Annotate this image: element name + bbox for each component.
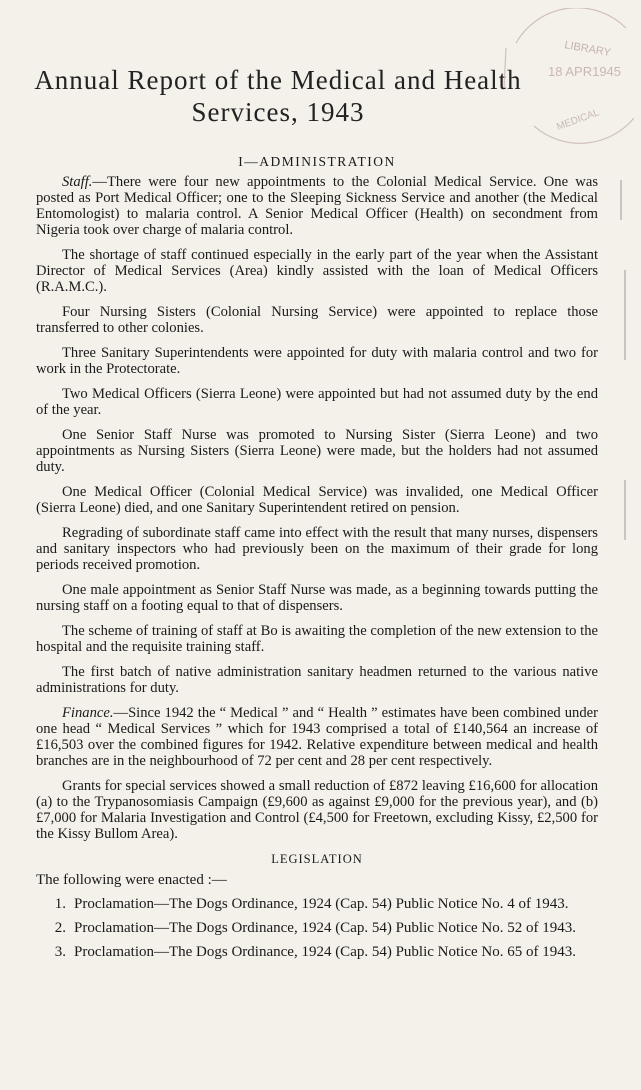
legislation-list xyxy=(36,896,598,960)
paragraph xyxy=(36,582,598,614)
paragraph-text: Three Sanitary Superintendents were appointed for duty with malaria control and two for work in the Protectorate. xyxy=(36,345,598,377)
paragraph-text: Grants for special services showed a small reduction of £872 leaving £16,600 for allocation (a) to the Trypanosomiasis Campaign (£9,600 as against £9,000 for the previous year), and (b) £7,000 for Malaria Investigation and Control (£4,500 for Freetown, excluding Kissy, £2,500 for the Kissy Bullom Area). xyxy=(36,778,598,842)
paragraph-text: Regrading of subordinate staff came into effect with the result that many nurses, dispensers and sanitary inspectors who had previously been on the maximum of their grade for long periods received promotion. xyxy=(36,525,598,573)
paragraph xyxy=(36,304,598,336)
paragraph xyxy=(36,345,598,377)
paragraph-text: The shortage of staff continued especially in the early part of the year when the Assistant Director of Medical Services (Area) kindly assisted with the loan of Medical Officers (R.A.M.C.). xyxy=(36,247,598,295)
margin-mark xyxy=(624,480,626,540)
paragraph xyxy=(36,174,598,238)
paragraph-text: Two Medical Officers (Sierra Leone) were appointed but had not assumed duty by the end of the year. xyxy=(36,386,598,418)
list-item-number: 3. xyxy=(54,944,66,960)
list-item xyxy=(36,920,598,936)
list-item-text: Proclamation—The Dogs Ordinance, 1924 (Cap. 54) Public Notice No. 65 of 1943. xyxy=(74,944,576,960)
list-item-number: 1. xyxy=(54,896,66,912)
section-heading: I—ADMINISTRATION xyxy=(238,154,396,169)
paragraph-text: —There were four new appointments to the Colonial Medical Service. One was posted as Port Medical Officer; one to the Sleeping Sickness Service and another (the Medical Entomologist) to malaria control. A Senior Medical Officer (Health) on secondment from Nigeria took over charge of malaria control. xyxy=(36,174,598,238)
list-item-number: 2. xyxy=(54,920,66,936)
list-item-text: Proclamation—The Dogs Ordinance, 1924 (Cap. 54) Public Notice No. 4 of 1943. xyxy=(74,896,569,912)
paragraph-text: The scheme of training of staff at Bo is awaiting the completion of the new extension to the hospital and the requisite training staff. xyxy=(36,623,598,655)
list-item xyxy=(36,944,598,960)
paragraph xyxy=(36,525,598,573)
paragraph-text: One Senior Staff Nurse was promoted to Nursing Sister (Sierra Leone) and two appointments as Nursing Sisters (Sierra Leone) were made, but the holders had not assumed duty. xyxy=(36,427,598,475)
paragraph xyxy=(36,484,598,516)
library-stamp-icon xyxy=(486,8,636,148)
stamp-text-top: LIBRARY xyxy=(563,39,612,60)
paragraph xyxy=(36,778,598,842)
legislation-heading: LEGISLATION xyxy=(271,852,363,866)
paragraph-lead: Staff. xyxy=(62,174,93,190)
paragraph-text: One male appointment as Senior Staff Nurse was made, as a beginning towards putting the nursing staff on a footing equal to that of dispensers. xyxy=(36,582,598,614)
paragraph-text: —Since 1942 the “ Medical ” and “ Health ” estimates have been combined under one head “ Medical Services ” which for 1943 comprised a total of £140,564 an increase of £16,503 over the combined figures for 1942. Relative expenditure between medical and health branches are in the neighbourhood of 72 per cent and 28 per cent respectively. xyxy=(36,705,598,769)
paragraph xyxy=(36,427,598,475)
list-item xyxy=(36,896,598,912)
report-title-line-1: Annual Report of the Medical and Health xyxy=(34,65,522,95)
paragraph xyxy=(36,247,598,295)
paragraph xyxy=(36,386,598,418)
list-item-text: Proclamation—The Dogs Ordinance, 1924 (Cap. 54) Public Notice No. 52 of 1943. xyxy=(74,920,576,936)
paragraph-text: Four Nursing Sisters (Colonial Nursing Service) were appointed to replace those transferred to other colonies. xyxy=(36,304,598,336)
paragraph-text: The first batch of native administration sanitary headmen returned to the various native administrations for duty. xyxy=(36,664,598,696)
paragraph-text: One Medical Officer (Colonial Medical Service) was invalided, one Medical Officer (Sierra Leone) died, and one Sanitary Superintendent retired on pension. xyxy=(36,484,598,516)
margin-mark xyxy=(620,180,622,220)
paragraph xyxy=(36,623,598,655)
stamp-text-bottom: MEDICAL xyxy=(555,107,601,133)
margin-mark xyxy=(624,270,626,360)
report-body xyxy=(36,154,598,968)
stamp-text-date: 18 APR1945 xyxy=(548,64,622,79)
paragraph-lead: Finance. xyxy=(62,705,114,721)
paragraph xyxy=(36,705,598,769)
legislation-intro: The following were enacted :— xyxy=(36,872,227,888)
report-title-line-2: Services, 1943 xyxy=(191,97,365,127)
paragraph xyxy=(36,664,598,696)
